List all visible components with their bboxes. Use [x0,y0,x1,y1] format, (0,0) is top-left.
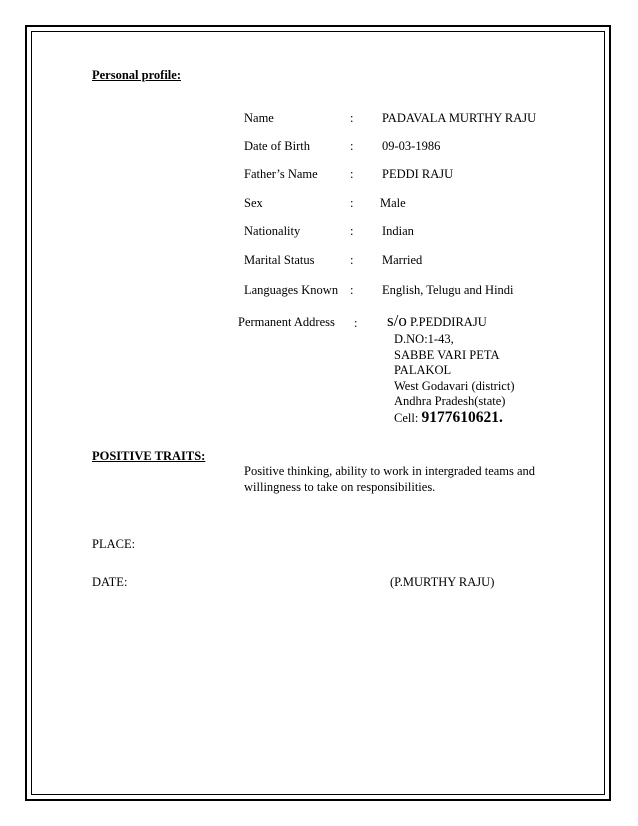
address-line: D.NO:1-43, [394,332,454,346]
father-name-label: Father’s Name [244,167,318,181]
address-line-1 [387,312,487,329]
address-colon: : [354,316,358,330]
date-label: DATE: [92,575,128,589]
cell-number: 9177610621. [421,408,503,426]
positive-traits-text: Positive thinking, ability to work in intergraded teams and willingness to take on responsibilities. [244,464,536,494]
sex-colon: : [350,196,354,210]
address-block [394,332,514,426]
sex-label: Sex [244,196,263,210]
marital-status-colon: : [350,253,354,267]
languages-value: English, Telugu and Hindi [382,283,514,297]
marital-status-value: Married [382,253,423,267]
positive-traits-heading: POSITIVE TRAITS: [92,449,206,463]
nationality-value: Indian [382,224,414,238]
dob-value: 09-03-1986 [382,139,441,153]
signature-name: (P.MURTHY RAJU) [390,575,495,589]
page-border-inner [31,31,605,795]
dob-colon: : [350,139,354,153]
nationality-label: Nationality [244,224,301,238]
father-name-value: PEDDI RAJU [382,167,454,181]
father-initial-name: P.PEDDIRAJU [406,315,487,329]
cell-label: Cell: [394,410,422,425]
nationality-colon: : [350,224,354,238]
languages-colon: : [350,283,354,297]
marital-status-label: Marital Status [244,253,315,267]
name-label: Name [244,111,274,125]
sex-value: Male [380,196,406,210]
dob-label: Date of Birth [244,139,310,153]
father-name-colon: : [350,167,354,181]
address-line: SABBE VARI PETA [394,347,500,362]
address-line: PALAKOL [394,363,452,377]
cell-line [394,410,514,427]
address-line: Andhra Pradesh(state) [394,394,506,408]
address-line: West Godavari (district) [394,378,515,393]
place-label: PLACE: [92,537,136,551]
personal-profile-heading: Personal profile: [92,68,181,82]
so-prefix: s/o [387,311,407,330]
languages-label: Languages Known [244,283,339,297]
name-colon: : [350,111,354,125]
address-label: Permanent Address [238,315,335,329]
name-value: PADAVALA MURTHY RAJU [382,111,537,125]
